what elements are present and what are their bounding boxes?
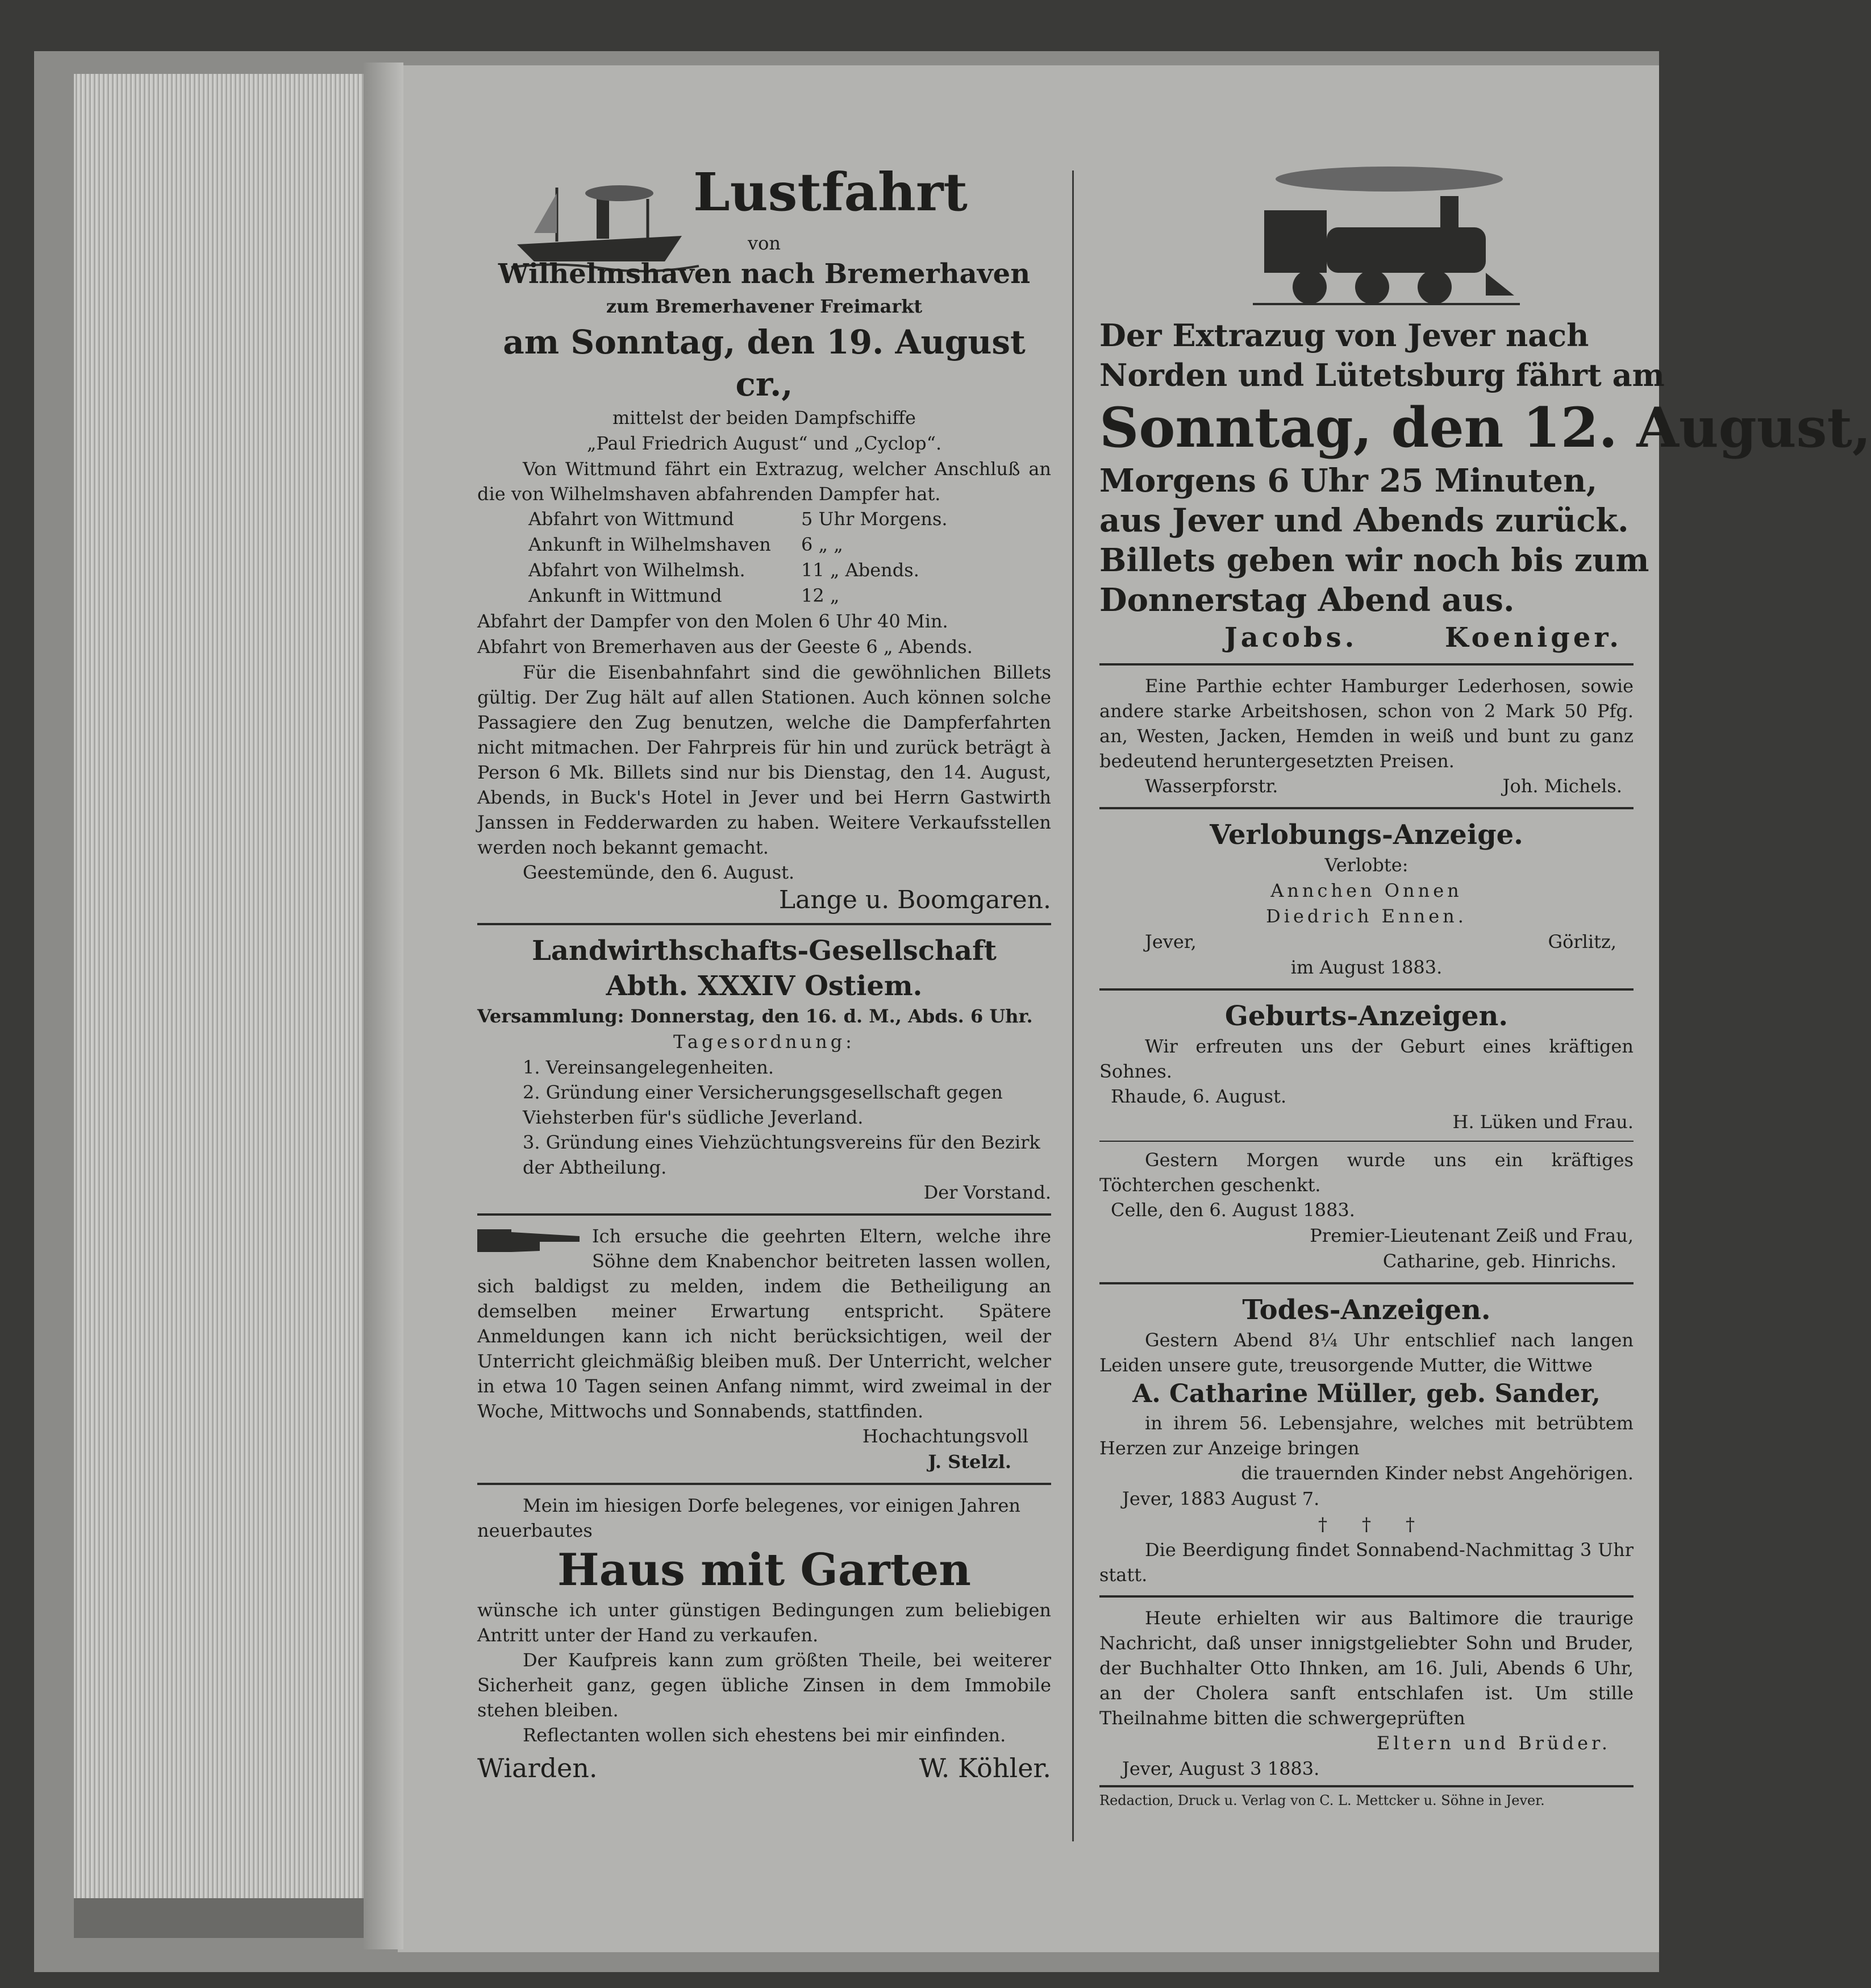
section-rule (1099, 1785, 1634, 1787)
geburt-body-2: Gestern Morgen wurde uns ein kräftiges Töchterchen geschenkt. (1099, 1149, 1634, 1196)
todes-crosses: † † † (1318, 1513, 1415, 1535)
extrazug-line-3: Sonntag, den 12. August, (1099, 396, 1871, 460)
section-rule (477, 923, 1051, 925)
extrazug-signatures (1099, 620, 1634, 655)
agenda-list (477, 1055, 1051, 1180)
lustfahrt-place-date: Geestemünde, den 6. August. (523, 862, 795, 883)
extrazug-line-7: Donnerstag Abend aus. (1099, 581, 1515, 619)
knabenchor-signature: J. Stelzl. (928, 1451, 1011, 1473)
haus-signature: W. Köhler. (919, 1753, 1051, 1783)
section-rule (1099, 988, 1634, 991)
verlobung-label: Verlobte: (1324, 854, 1409, 876)
geburt-body-1: Wir erfreuten uns der Geburt eines kräftigen Sohnes. (1099, 1035, 1634, 1082)
extrazug-line-6: Billets geben wir noch bis zum (1099, 542, 1649, 579)
geburt-title: Geburts-Anzeigen. (1224, 1000, 1509, 1032)
extrazug-line-4: Morgens 6 Uhr 25 Minuten, (1099, 462, 1598, 500)
section-rule (1099, 807, 1634, 809)
todes-funeral: Die Beerdigung findet Sonnabend-Nachmittag 3 Uhr statt. (1099, 1539, 1634, 1586)
signature-jacobs: Jacobs. (1224, 622, 1358, 654)
lustfahrt-von: von (748, 232, 781, 254)
todes-name: A. Catharine Müller, geb. Sander, (1132, 1379, 1601, 1408)
landwirth-subtitle: Abth. XXXIV Ostiem. (606, 970, 923, 1002)
section-rule (1099, 1141, 1634, 1142)
geburt-signature-2a: Premier-Lieutenant Zeiß und Frau, (1310, 1225, 1634, 1246)
schedule-row: Abfahrt von Wilhelmsh. 11 „ Abends. (528, 559, 919, 581)
schedule-row: Ankunft in Wittmund 12 „ (528, 585, 840, 606)
schedule-row: Ankunft in Wilhelmshaven 6 „ „ (528, 534, 843, 555)
pointing-hand-icon (477, 1224, 585, 1258)
geburt-place-2: Celle, den 6. August 1883. (1111, 1199, 1355, 1221)
verlobung-name-1: Annchen Onnen (1270, 880, 1462, 901)
todes-body-2: in ihrem 56. Lebensjahre, welches mit betrübtem Herzen zur Anzeige bringen (1099, 1412, 1634, 1459)
bremerhaven-departure: Abfahrt von Bremerhaven aus der Geeste 6 „ Abends. (477, 636, 973, 658)
schedule-table (477, 506, 1051, 609)
lustfahrt-date: am Sonntag, den 19. August cr., (503, 323, 1026, 404)
verlobung-places (1099, 929, 1634, 955)
lustfahrt-title: Lustfahrt (693, 161, 968, 223)
geburt-signature-1: H. Lüken und Frau. (1452, 1111, 1634, 1133)
todes-date: Jever, 1883 August 7. (1122, 1488, 1320, 1509)
agenda-item: 1. Vereinsangelegenheiten. (523, 1057, 774, 1078)
signature-koeniger: Koeniger. (1444, 622, 1622, 654)
lederhosen-body: Eine Parthie echter Hamburger Lederhosen, sowie andere starke Arbeitshosen, schon von 2 Mark 50 Pfg. an, Westen, Jacken, Hemden in weiß und bunt zu ganz bedeutend heruntergesetzten Preisen. (1099, 675, 1634, 772)
column-divider (1072, 170, 1074, 1841)
page-stack-edges (74, 74, 369, 1898)
todes-title: Todes-Anzeigen. (1242, 1294, 1491, 1326)
extrazug-line-1: Der Extrazug von Jever nach (1099, 317, 1589, 353)
landwirth-meeting: Versammlung: Donnerstag, den 16. d. M., Abds. 6 Uhr. (477, 1005, 1033, 1027)
lustfahrt-body: Für die Eisenbahnfahrt sind die gewöhnlichen Billets gültig. Der Zug hält auf allen Stationen. Auch können solche Passagiere den Zug benutzen, welche die Dampferfahrten nicht mitmachen. Der Fahrpreis für hin und zurück beträgt à Person 6 Mk. Billets sind nur bis Dienstag, den 14. August, Abends, in Buck's Hotel in Jever und bei Herrn Gastwirth Janssen in Fedderwarden zu haben. Weitere Verkaufsstellen werden noch bekannt gemacht. (477, 662, 1051, 858)
landwirth-title: Landwirthschafts-Gesellschaft (532, 935, 997, 967)
haus-body-2: Der Kaufpreis kann zum größten Theile, bei weiterer Sicherheit ganz, gegen übliche Zinsen in dem Immobile stehen bleiben. (477, 1649, 1051, 1721)
verlobung-name-2: Diedrich Ennen. (1266, 905, 1467, 927)
lustfahrt-signature: Lange u. Boomgaren. (778, 885, 1051, 914)
haus-footer (477, 1753, 1051, 1783)
section-rule (477, 1213, 1051, 1216)
extrazug-line-2: Norden und Lütetsburg fährt am (1099, 357, 1665, 393)
lustfahrt-ships-2: „Paul Friedrich August“ und „Cyclop“. (586, 432, 942, 454)
agenda-title: Tagesordnung: (673, 1031, 855, 1053)
haus-body-3: Reflectanten wollen sich ehestens bei mir einfinden. (523, 1724, 1006, 1746)
section-rule (1099, 1282, 1634, 1284)
lustfahrt-intro: Von Wittmund fährt ein Extrazug, welcher Anschluß an die von Wilhelmshaven abfahrenden Dampfer hat. (477, 458, 1051, 505)
section-rule (1099, 663, 1634, 666)
geburt-signature-2b: Catharine, geb. Hinrichs. (1382, 1250, 1616, 1272)
lustfahrt-ships-1: mittelst der beiden Dampfschiffe (612, 407, 916, 429)
verlobung-place-2: Görlitz, (1548, 931, 1616, 953)
lederhosen-footer (1099, 773, 1634, 799)
lustfahrt-route: Wilhelmshaven nach Bremerhaven (498, 258, 1031, 290)
page-stack-bottom (74, 1898, 381, 1938)
agenda-item: 3. Gründung eines Viehzüchtungsvereins für den Bezirk der Abtheilung. (523, 1132, 1040, 1178)
dampfer-departure: Abfahrt der Dampfer von den Molen 6 Uhr 40 Min. (477, 610, 948, 632)
todes-date-2: Jever, August 3 1883. (1122, 1758, 1320, 1779)
imprint: Redaction, Druck u. Verlag von C. L. Mettcker u. Söhne in Jever. (1099, 1792, 1545, 1808)
landwirth-signature: Der Vorstand. (923, 1182, 1051, 1203)
todes-body-3: Heute erhielten wir aus Baltimore die traurige Nachricht, daß unser innigstgeliebter Sohn und Bruder, der Buchhalter Otto Ihnken, am 16. Juli, Abends 6 Uhr, an der Cholera sanft entschlafen ist. Um stille Theilnahme bitten die schwergeprüften (1099, 1607, 1634, 1729)
haus-body-1: wünsche ich unter günstigen Bedingungen zum beliebigen Antritt unter der Hand zu verkaufen. (477, 1599, 1051, 1646)
haus-place: Wiarden. (477, 1753, 598, 1783)
todes-body-1: Gestern Abend 8¼ Uhr entschlief nach langen Leiden unsere gute, treusorgende Mutter, die Wittwe (1099, 1329, 1634, 1376)
todes-family: die trauernden Kinder nebst Angehörigen. (1241, 1462, 1634, 1484)
haus-intro: Mein im hiesigen Dorfe belegenes, vor einigen Jahren neuerbautes (477, 1495, 1020, 1541)
agenda-item: 2. Gründung einer Versicherungsgesellschaft gegen Viehsterben für's südliche Jeverland. (523, 1082, 1003, 1128)
section-rule (1099, 1595, 1634, 1598)
lustfahrt-occasion: zum Bremerhavener Freimarkt (606, 296, 923, 317)
haus-title: Haus mit Garten (557, 1544, 971, 1596)
section-rule (477, 1483, 1051, 1485)
knabenchor-notice (477, 1224, 1051, 1475)
lederhosen-place: Wasserpforstr. (1145, 775, 1278, 797)
verlobung-place-1: Jever, (1145, 931, 1197, 953)
knabenchor-closing: Hochachtungsvoll (862, 1425, 1028, 1447)
left-column (477, 97, 1051, 1783)
lederhosen-signature: Joh. Michels. (1502, 775, 1622, 797)
schedule-row: Abfahrt von Wittmund 5 Uhr Morgens. (528, 508, 948, 530)
verlobung-date: im August 1883. (1290, 956, 1443, 978)
knabenchor-body: Ich ersuche die geehrten Eltern, welche ihre Söhne dem Knabenchor beitreten lassen wollen, sich baldigst zu melden, indem die Betheiligung an demselben meiner Erwartung entspricht. Spätere Anmeldungen kann ich nicht berücksichtigen, weil der Unterricht gleichmäßig bleiben muß. Der Unterricht, welcher in etwa 10 Tagen seinen Anfang nimmt, wird zweimal in der Woche, Mittwochs und Sonnabends, stattfinden. (477, 1225, 1051, 1422)
page-gutter (364, 63, 403, 1949)
verlobung-title: Verlobungs-Anzeige. (1210, 819, 1523, 851)
geburt-place-1: Rhaude, 6. August. (1111, 1086, 1287, 1107)
extrazug-line-5: aus Jever und Abends zurück. (1099, 502, 1629, 539)
right-column (1099, 97, 1871, 1810)
todes-family-2: Eltern und Brüder. (1376, 1732, 1611, 1754)
